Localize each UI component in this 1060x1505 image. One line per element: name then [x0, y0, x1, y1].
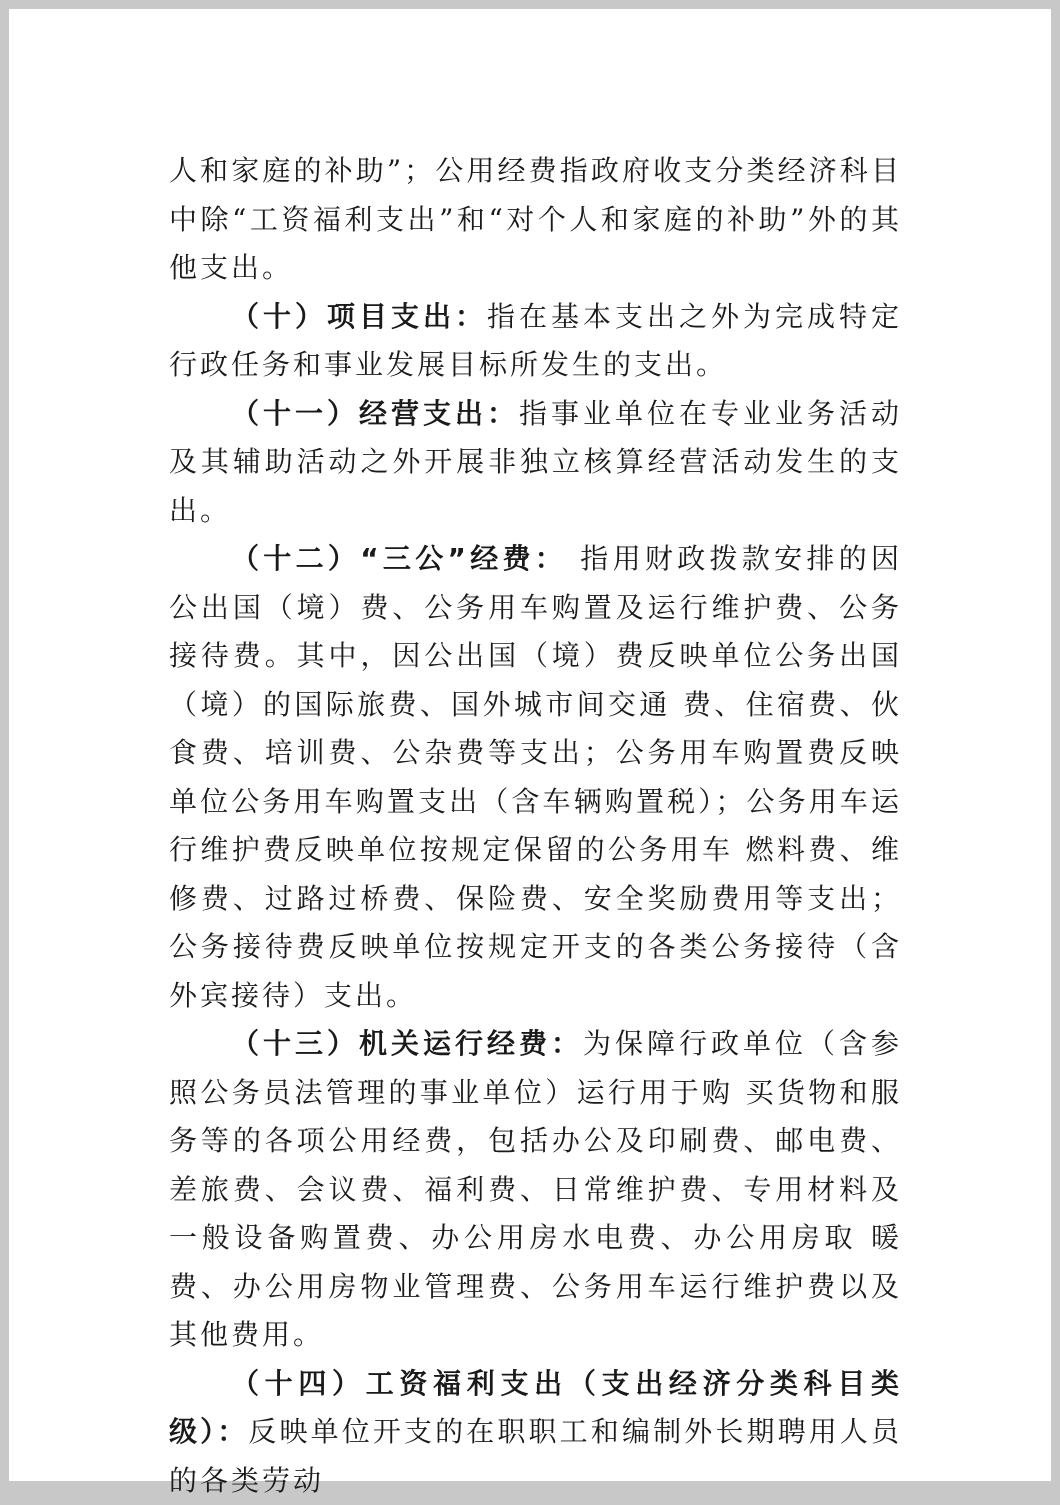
- paragraph-agency-operating-funds: [169, 1020, 902, 1360]
- paragraph-heading: （十）项目支出：: [231, 300, 487, 333]
- paragraph-text: 为保障行政单位（含参照公务员法管理的事业单位）运行用于购 买货物和服务等的各项公用经费，包括办公及印刷费、邮电费、差旅费、会议费、福利费、日常维护费、专用材料及一般设备购置费、办公用房水电费、办公用房取 暖费、办公用房物业管理费、公务用车运行维护费以及其他费用。: [169, 1027, 902, 1351]
- paragraph-operating-expenditure: [169, 390, 902, 536]
- paragraph-text: 反映单位开支的在职职工和编制外长期聘用人员的各类劳动: [169, 1415, 902, 1497]
- paragraph-text: 指用财政拨款安排的因公出国（境）费、公务用车购置及运行维护费、公务接待费。其中，因公出国（境）费反映单位公务出国（境）的国际旅费、国外城市间交通 费、住宿费、伙食费、培训费、公杂费等支出；公务用车购置费反映单位公务用车购置支出（含车辆购置税）；公务用车运行维护费反映单位按规定保留的公务用车 燃料费、维修费、过路过桥费、保险费、安全奖励费用等支出；公务接待费反映单位按规定开支的各类公务接待（含外宾接待）支出。: [169, 542, 902, 1012]
- paragraph-heading: （十一）经营支出：: [231, 397, 519, 430]
- paragraph-text: 指事业单位在专业业务活动及其辅助活动之外开展非独立核算经营活动发生的支出。: [169, 397, 902, 527]
- paragraph-project-expenditure: [169, 293, 902, 390]
- paragraph-heading: （十三）机关运行经费：: [231, 1027, 583, 1060]
- document-body: [169, 147, 902, 1505]
- document-page: [9, 9, 1051, 1481]
- paragraph-text: 人和家庭的补助”；公用经费指政府收支分类经济科目中除“工资福利支出”和“对个人和家庭的补助”外的其他支出。: [169, 154, 902, 284]
- paragraph-wage-welfare-expenditure: [169, 1360, 902, 1505]
- paragraph-heading: （十四）工资福利支出（支出经济分类科目类级）：: [169, 1367, 902, 1449]
- paragraph-heading: （十二）“三公”经费：: [231, 542, 567, 575]
- paragraph-three-public-expenses: [169, 535, 902, 1020]
- paragraph-continued: [169, 147, 902, 293]
- paragraph-text: 指在基本支出之外为完成特定行政任务和事业发展目标所发生的支出。: [169, 300, 902, 382]
